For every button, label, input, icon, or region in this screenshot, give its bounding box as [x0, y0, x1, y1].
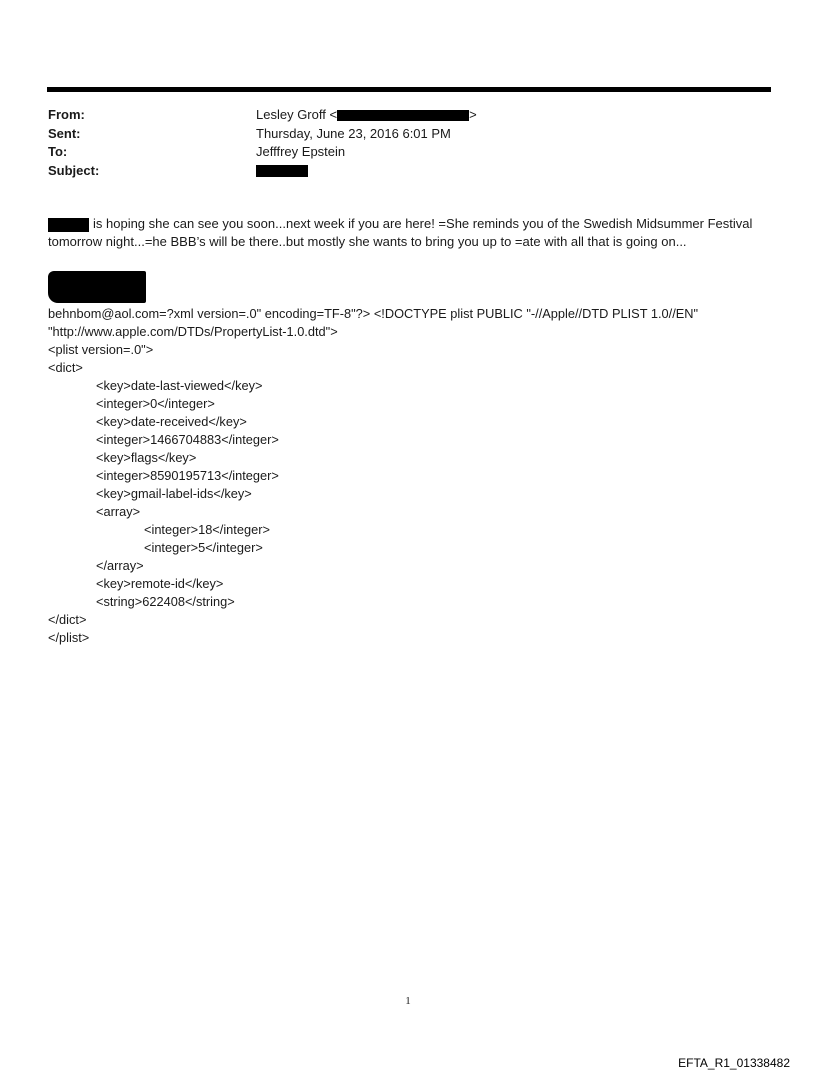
plist-line: <integer>18</integer>: [144, 522, 270, 537]
plist-line: "http://www.apple.com/DTDs/PropertyList-1.0.dtd">: [48, 324, 338, 339]
from-name: Lesley Groff <: [256, 107, 338, 122]
sent-value: Thursday, June 23, 2016 6:01 PM: [256, 125, 451, 141]
plist-line: <key>remote-id</key>: [96, 576, 224, 591]
to-label: To:: [48, 144, 68, 159]
message-body: [48, 215, 778, 251]
plist-line: <dict>: [48, 360, 83, 375]
sent-label: Sent:: [48, 125, 81, 141]
plist-line: </dict>: [48, 612, 87, 627]
plist-line: <integer>5</integer>: [144, 540, 263, 555]
subject-row: [48, 162, 477, 181]
sent-row: [48, 125, 477, 144]
from-suffix: >: [469, 107, 477, 122]
plist-line: <key>date-last-viewed</key>: [96, 378, 263, 393]
body-line-2: tomorrow night...=he BBB’s will be there..but mostly she wants to bring you up to =ate with all that is going on...: [48, 234, 687, 249]
plist-line: <integer>8590195713</integer>: [96, 468, 279, 483]
plist-line: <key>flags</key>: [96, 450, 197, 465]
plist-line: </array>: [96, 558, 144, 573]
from-email-redaction: [337, 110, 469, 121]
body-line-1-text: is hoping she can see you soon...next week if you are here! =She reminds you of the Swedish Midsummer Festival: [93, 216, 753, 231]
body-line-1: [48, 215, 778, 233]
plist-line: <array>: [96, 504, 141, 519]
to-row: [48, 143, 477, 162]
header-rule: [47, 87, 771, 92]
signature-redaction: [48, 271, 146, 303]
plist-line: behnbom@aol.com=?xml version=.0" encoding=TF-8"?> <!DOCTYPE plist PUBLIC "-//Apple//DTD PLIST 1.0//EN": [48, 306, 699, 321]
plist-line: <key>gmail-label-ids</key>: [96, 486, 252, 501]
plist-line: <key>date-received</key>: [96, 414, 247, 429]
from-label: From:: [48, 107, 85, 122]
subject-redaction: [256, 165, 308, 177]
plist-line: <string>622408</string>: [96, 594, 235, 609]
subject-label: Subject:: [48, 162, 100, 178]
page-number: 1: [405, 995, 411, 1007]
name-redaction: [48, 218, 89, 232]
plist-line: <plist version=.0">: [48, 342, 154, 357]
from-row: [48, 106, 477, 125]
email-header: [48, 106, 477, 180]
plist-line: <integer>1466704883</integer>: [96, 432, 279, 447]
from-value: [256, 106, 477, 125]
subject-value: [256, 162, 308, 181]
to-value: Jefffrey Epstein: [256, 144, 346, 159]
plist-block: [48, 305, 698, 647]
plist-line: <integer>0</integer>: [96, 396, 215, 411]
plist-line: </plist>: [48, 630, 90, 645]
document-id: EFTA_R1_01338482: [678, 1056, 790, 1070]
